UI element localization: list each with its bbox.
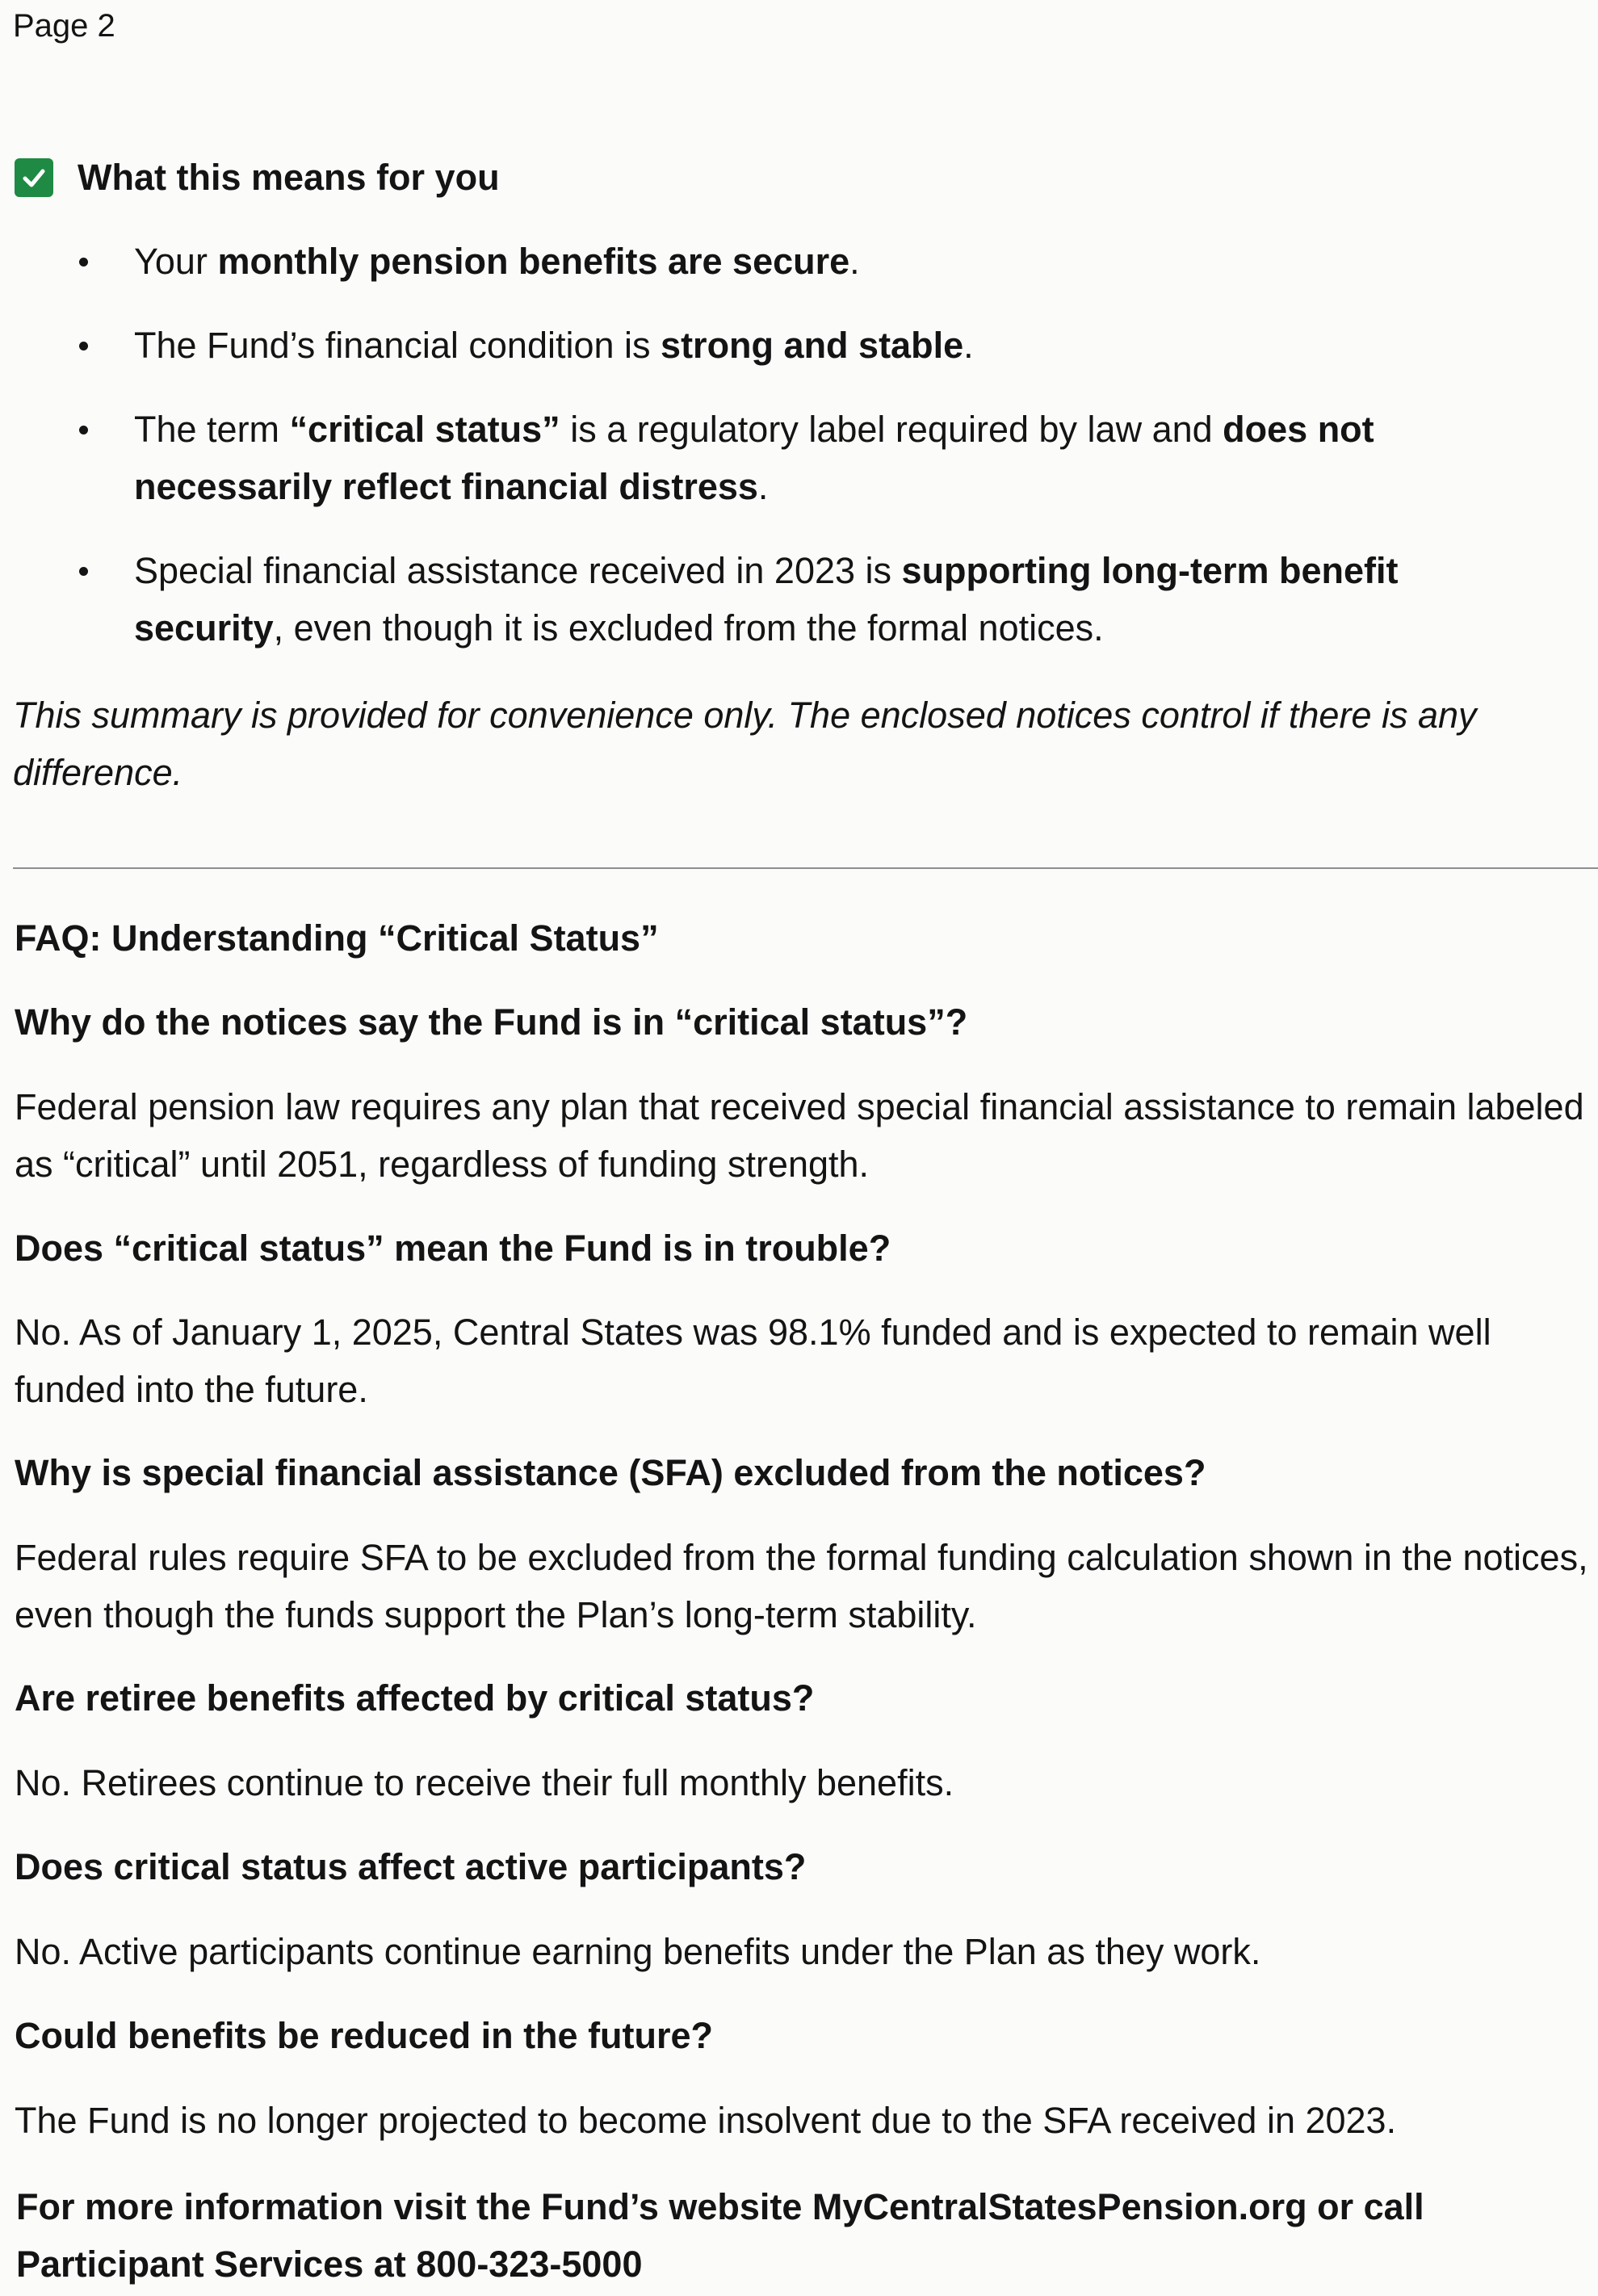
bleed-through-watermark [832,16,850,81]
summary-disclaimer: This summary is provided for convenience only. The enclosed notices control if there is any difference. [13,695,1477,793]
contact-info: For more information visit the Fund’s website MyCentralStatesPension.org or call Participant Services at 800-323-5000 [16,2186,1424,2285]
faq-question: Why is special financial assistance (SFA) excluded from the notices? [15,1452,1206,1493]
faq-question: Does “critical status” mean the Fund is in trouble? [15,1228,891,1269]
faq-question: Why do the notices say the Fund is in “critical status”? [15,1001,968,1043]
page-number: Page 2 [13,8,115,44]
faq-answer: No. Retirees continue to receive their full monthly benefits. [15,1762,954,1803]
faq-title: FAQ: Understanding “Critical Status” [15,917,659,959]
faq-answer: No. Active participants continue earning benefits under the Plan as they work. [15,1931,1261,1972]
faq-answer: Federal rules require SFA to be excluded from the formal funding calculation shown in the notices, even though the funds support the Plan’s long-term stability. [15,1537,1588,1635]
faq-answer: No. As of January 1, 2025, Central States was 98.1% funded and is expected to remain well funded into the future. [15,1312,1491,1410]
bullet-item: Your monthly pension benefits are secure. [0,233,1598,290]
summary-heading-text: What this means for you [78,157,500,198]
summary-bullet-list [0,233,1598,683]
check-box-icon [15,158,53,197]
faq-question: Does critical status affect active participants? [15,1846,807,1887]
faq-question: Are retiree benefits affected by critical status? [15,1677,815,1719]
faq-question: Could benefits be reduced in the future? [15,2015,714,2056]
summary-heading [15,155,500,200]
bullet-item: The term “critical status” is a regulatory label required by law and does not necessarily reflect financial distress. [0,401,1598,515]
bullet-item: The Fund’s financial condition is strong and stable. [0,317,1598,374]
section-divider [13,867,1598,869]
faq-answer: The Fund is no longer projected to become insolvent due to the SFA received in 2023. [15,2100,1397,2141]
faq-answer: Federal pension law requires any plan that received special financial assistance to remain labeled as “critical” until 2051, regardless of funding strength. [15,1086,1584,1185]
bullet-item: Special financial assistance received in 2023 is supporting long-term benefit security, even though it is excluded from the formal notices. [0,542,1598,657]
